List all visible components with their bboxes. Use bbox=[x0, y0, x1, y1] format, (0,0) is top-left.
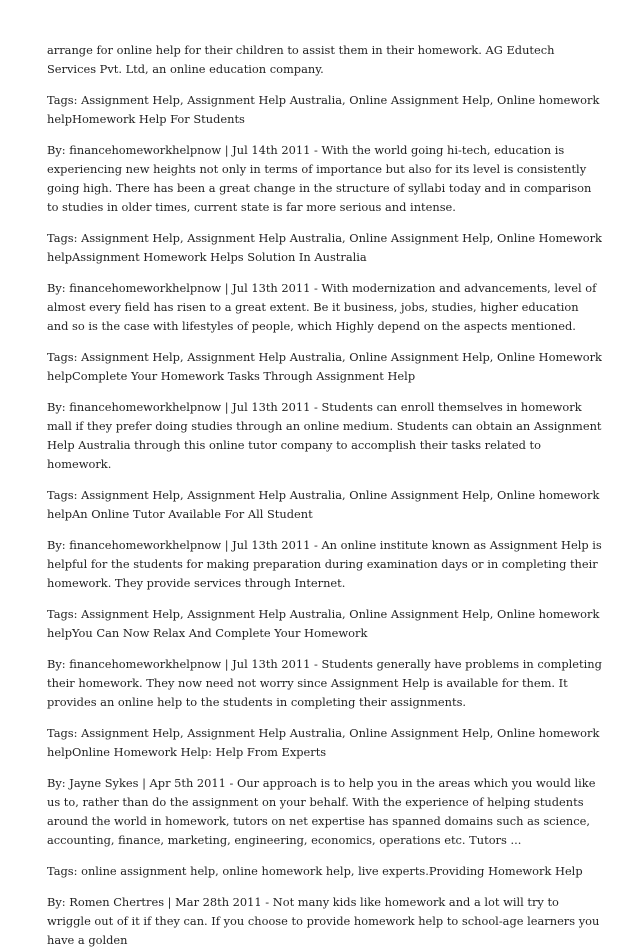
article-summary: By: financehomeworkhelpnow | Jul 13th 2011 - With modernization and advancements, level of almost every field has risen to a great extent. Be it business, jobs, studies, higher education and so is the case with lifestyles of people, which Highly depend on the aspects mentioned. bbox=[47, 281, 597, 333]
tags-line: Tags: Assignment Help, Assignment Help Australia, Online Assignment Help, Online homework helpHomework Help For Students bbox=[47, 93, 600, 126]
article-summary: By: financehomeworkhelpnow | Jul 13th 2011 - Students generally have problems in completing their homework. They now need not worry since Assignment Help is available for them. It provides an online help to the students in completing their assignments. bbox=[47, 657, 602, 709]
article-summary: By: financehomeworkhelpnow | Jul 14th 2011 - With the world going hi-tech, education is experiencing new heights not only in terms of importance but also for its level is consistently going high. There has been a great change in the structure of syllabi today and in comparison to studies in older times, current state is far more serious and intense. bbox=[47, 143, 592, 214]
paragraph-intro-continuation: arrange for online help for their children to assist them in their homework. AG Edutech Services Pvt. Ltd, an online education company. bbox=[47, 43, 555, 76]
tags-line: Tags: Assignment Help, Assignment Help Australia, Online Assignment Help, Online homework helpYou Can Now Relax And Complete Your Homework bbox=[47, 607, 600, 640]
tags-line: Tags: Assignment Help, Assignment Help Australia, Online Assignment Help, Online homework helpAn Online Tutor Available For All Student bbox=[47, 488, 600, 521]
tags-line: Tags: Assignment Help, Assignment Help Australia, Online Assignment Help, Online Homework helpComplete Your Homework Tasks Through Assignment Help bbox=[47, 350, 602, 383]
article-summary: By: financehomeworkhelpnow | Jul 13th 2011 - Students can enroll themselves in homework mall if they prefer doing studies through an online medium. Students can obtain an Assignment Help Australia through this online tutor company to accomplish their tasks related to homework. bbox=[47, 400, 602, 471]
tags-line: Tags: Assignment Help, Assignment Help Australia, Online Assignment Help, Online Homework helpAssignment Homework Helps Solution In Australia bbox=[47, 231, 602, 264]
tags-line: Tags: Assignment Help, Assignment Help Australia, Online Assignment Help, Online homework helpOnline Homework Help: Help From Experts bbox=[47, 726, 600, 759]
article-summary: By: Romen Chertres | Mar 28th 2011 - Not many kids like homework and a lot will try to wriggle out of it if they can. If you choose to provide homework help to school-age learners you have a golden bbox=[47, 895, 600, 947]
document-page bbox=[47, 41, 603, 950]
article-summary: By: Jayne Sykes | Apr 5th 2011 - Our approach is to help you in the areas which you would like us to, rather than do the assignment on your behalf. With the experience of helping students around the world in homework, tutors on net expertise has spanned domains such as science, accounting, finance, marketing, engineering, economics, operations etc. Tutors ... bbox=[47, 776, 596, 847]
article-summary: By: financehomeworkhelpnow | Jul 13th 2011 - An online institute known as Assignment Help is helpful for the students for making preparation during examination days or in completing their homework. They provide services through Internet. bbox=[47, 538, 602, 590]
tags-line: Tags: online assignment help, online homework help, live experts.Providing Homework Help bbox=[47, 864, 583, 878]
